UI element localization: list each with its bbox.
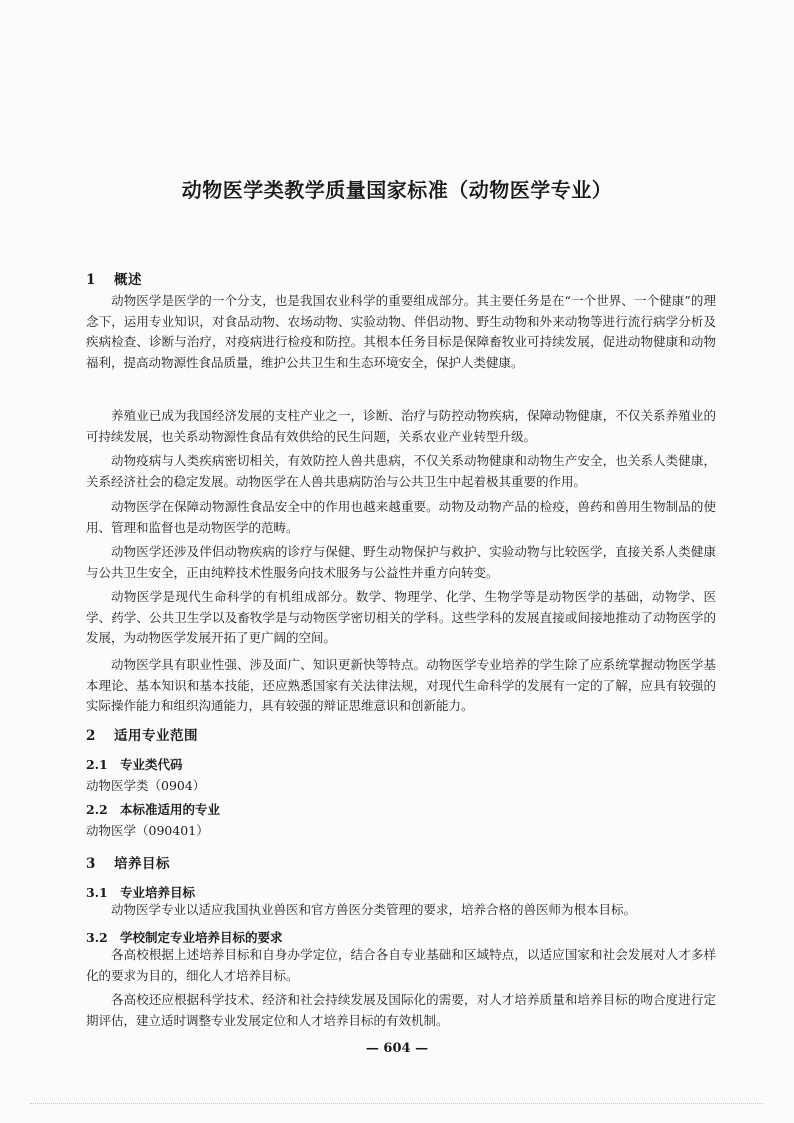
paragraph-overview-5 (86, 542, 716, 583)
paragraph-text: 动物医学还涉及伴侣动物疾病的诊疗与保健、野生动物保护与救护、实验动物与比较医学，直接关系人类健康与公共卫生安全，正由纯粹技术性服务向技术服务与公益性并重方向转变。 (86, 544, 716, 580)
applicable-major-code: 动物医学（090401） (86, 823, 209, 838)
subsection-title: 专业类代码 (120, 757, 183, 772)
paragraph-text: 动物医学具有职业性强、涉及面广、知识更新快等特点。动物医学专业培养的学生除了应系统掌握动物医学基本理论、基本知识和基本技能，还应熟悉国家有关法律法规，对现代生命科学的发展有一定的了解，应具有较强的实际操作能力和组织沟通能力，具有较强的辩证思维意识和创新能力。 (86, 657, 716, 713)
paragraph-goal-requirements-1 (86, 945, 716, 986)
section-heading-2 (86, 724, 198, 744)
subsection-heading-3-1 (86, 883, 195, 901)
paragraph-overview-3 (86, 451, 716, 492)
subsection-number: 3.1 (86, 885, 108, 900)
paragraph-overview-4 (86, 497, 716, 538)
subsection-number: 2.1 (86, 757, 108, 772)
paragraph-goal-requirements-2 (86, 990, 716, 1031)
paragraph-training-goal (86, 900, 716, 921)
paragraph-overview-1 (86, 291, 716, 373)
subsection-title: 学校制定专业培养目标的要求 (120, 930, 283, 945)
subsection-number: 3.2 (86, 930, 108, 945)
paragraph-text: 动物医学在保障动物源性食品安全中的作用也越来越重要。动物及动物产品的检疫，兽药和兽用生物制品的使用、管理和监督也是动物医学的范畴。 (86, 499, 716, 535)
document-title: 动物医学类教学质量国家标准（动物医学专业） (181, 178, 613, 202)
paragraph-overview-7 (86, 655, 716, 717)
section-title: 适用专业范围 (114, 728, 198, 744)
paragraph-text: 动物医学专业以适应我国执业兽医和官方兽医分类管理的要求，培养合格的兽医师为根本目标。 (111, 902, 637, 917)
paragraph-overview-2 (86, 406, 716, 447)
subsection-heading-2-2 (86, 800, 220, 818)
section-heading-1 (86, 268, 142, 288)
section-number: 2 (86, 728, 96, 744)
subsection-number: 2.2 (86, 802, 108, 817)
subsection-title: 专业培养目标 (120, 885, 196, 900)
subsection-heading-2-1 (86, 755, 183, 773)
paragraph-text: 动物疫病与人类疾病密切相关，有效防控人兽共患病，不仅关系动物健康和动物生产安全，也关系人类健康，关系经济社会的稳定发展。动物医学在人兽共患病防治与公共卫生中起着极其重要的作用。 (86, 453, 716, 489)
scan-artifact-divider (30, 1103, 764, 1105)
paragraph-overview-6 (86, 587, 716, 649)
page-number: — 604 — (365, 1041, 429, 1056)
section-title: 概述 (114, 272, 142, 288)
discipline-category-code: 动物医学类（0904） (86, 778, 206, 793)
section-heading-3 (86, 852, 170, 872)
paragraph-text: 各高校根据上述培养目标和自身办学定位，结合各自专业基础和区域特点，以适应国家和社会发展对人才多样化的要求为目的，细化人才培养目标。 (86, 947, 716, 983)
paragraph-text: 动物医学是医学的一个分支，也是我国农业科学的重要组成部分。其主要任务是在“一个世界、一个健康”的理念下，运用专业知识，对食品动物、农场动物、实验动物、伴侣动物、野生动物和外来动物等进行流行病学分析及疾病检查、诊断与治疗，对疫病进行检疫和防控。其根本任务目标是保障畜牧业可持续发展，促进动物健康和动物福利，提高动物源性食品质量，维护公共卫生和生态环境安全，保护人类健康。 (86, 293, 716, 370)
paragraph-text: 动物医学是现代生命科学的有机组成部分。数学、物理学、化学、生物学等是动物医学的基础，动物学、医学、药学、公共卫生学以及畜牧学是与动物医学密切相关的学科。这些学科的发展直接或间接地推动了动物医学的发展，为动物医学发展开拓了更广阔的空间。 (86, 589, 716, 645)
subsection-heading-3-2 (86, 928, 283, 946)
section-title: 培养目标 (114, 856, 170, 872)
paragraph-text: 各高校还应根据科学技术、经济和社会持续发展及国际化的需要，对人才培养质量和培养目标的吻合度进行定期评估，建立适时调整专业发展定位和人才培养目标的有效机制。 (86, 992, 716, 1028)
subsection-title: 本标准适用的专业 (120, 802, 221, 817)
paragraph-text: 养殖业已成为我国经济发展的支柱产业之一，诊断、治疗与防控动物疾病，保障动物健康，不仅关系养殖业的可持续发展，也关系动物源性食品有效供给的民生问题，关系农业产业转型升级。 (86, 408, 716, 444)
section-number: 1 (86, 272, 96, 288)
section-number: 3 (86, 856, 96, 872)
